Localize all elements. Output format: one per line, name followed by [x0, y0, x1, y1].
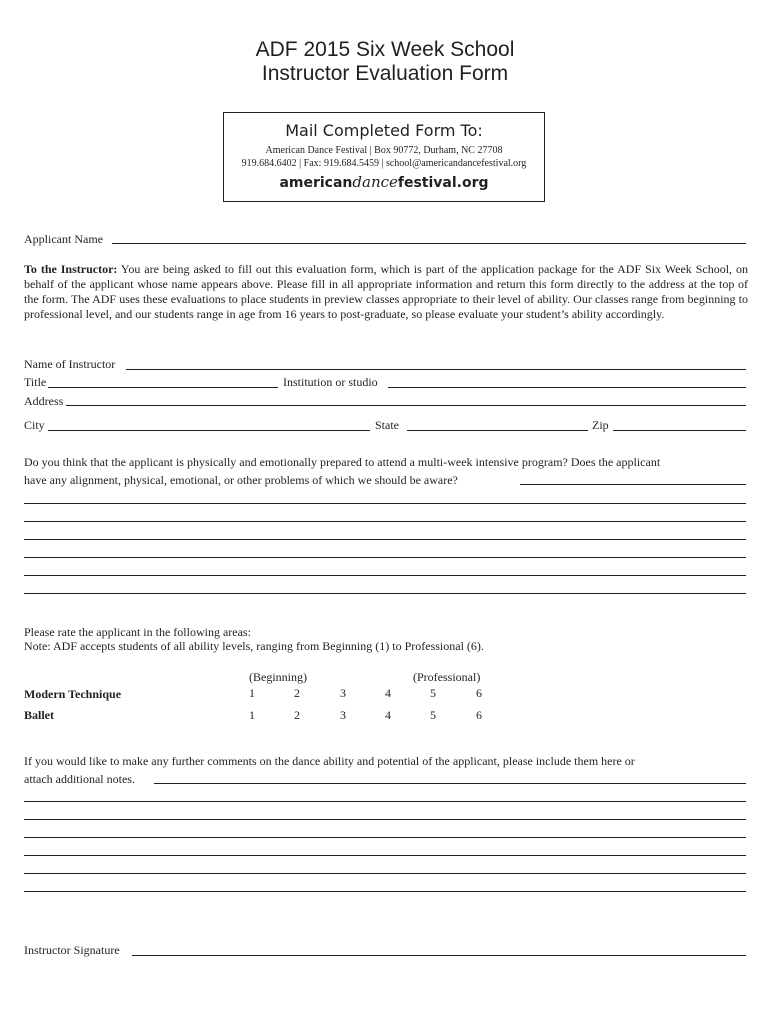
question1-answer-line[interactable] — [24, 521, 746, 522]
state-label: State — [375, 418, 399, 432]
rating-row-label: Ballet — [24, 708, 54, 722]
rating-option[interactable]: 1 — [249, 708, 255, 722]
applicant-name-label: Applicant Name — [24, 232, 103, 246]
comments-line1: If you would like to make any further comments on the dance ability and potential of the applicant, please include them here or — [24, 754, 635, 768]
rating-option[interactable]: 4 — [385, 686, 391, 700]
comments-answer-line[interactable] — [24, 801, 746, 802]
question1-answer-line[interactable] — [520, 484, 746, 485]
applicant-name-field[interactable] — [112, 243, 746, 244]
question1-line2: have any alignment, physical, emotional, or other problems of which we should be aware? — [24, 473, 458, 487]
question1-answer-line[interactable] — [24, 593, 746, 594]
rating-intro: Please rate the applicant in the following areas: — [24, 625, 251, 639]
question1-answer-line[interactable] — [24, 539, 746, 540]
city-label: City — [24, 418, 45, 432]
question1-answer-line[interactable] — [24, 503, 746, 504]
comments-answer-line[interactable] — [24, 891, 746, 892]
question1-answer-line[interactable] — [24, 575, 746, 576]
form-title-line2: Instructor Evaluation Form — [261, 62, 509, 85]
scale-high-label: (Professional) — [413, 670, 481, 684]
rating-option[interactable]: 5 — [430, 708, 436, 722]
rating-option[interactable]: 5 — [430, 686, 436, 700]
question1-answer-line[interactable] — [24, 557, 746, 558]
signature-label: Instructor Signature — [24, 943, 120, 957]
form-title-line1: ADF 2015 Six Week School — [255, 38, 515, 61]
comments-answer-line[interactable] — [24, 837, 746, 838]
address-field[interactable] — [66, 405, 746, 406]
rating-option[interactable]: 2 — [294, 686, 300, 700]
rating-row-label: Modern Technique — [24, 687, 122, 701]
title-field[interactable] — [48, 387, 278, 388]
mail-address: American Dance Festival | Box 90772, Durham, NC 27708 — [265, 145, 503, 156]
rating-option[interactable]: 3 — [340, 686, 346, 700]
rating-option[interactable]: 3 — [340, 708, 346, 722]
comments-answer-line[interactable] — [24, 855, 746, 856]
comments-line2: attach additional notes. — [24, 772, 135, 786]
mail-to-box — [223, 112, 545, 202]
institution-field[interactable] — [388, 387, 746, 388]
title-label: Title — [24, 375, 47, 389]
rating-option[interactable]: 1 — [249, 686, 255, 700]
institution-label: Institution or studio — [283, 375, 378, 389]
instructions-paragraph: To the Instructor: You are being asked to fill out this evaluation form, which is part of the application package for the ADF Six Week School, on behalf of the applicant whose name appears above. Please fill in all appropriate information and return this form directly to the address at the top of the form. The ADF uses these evaluations to place students in preview classes appropriate to their level of ability. Our classes range from beginning to professional level, and our students range in age from 16 years to post-graduate, so please evaluate your student’s ability accordingly. — [24, 262, 748, 321]
rating-option[interactable]: 4 — [385, 708, 391, 722]
city-field[interactable] — [48, 430, 370, 431]
question1-line1: Do you think that the applicant is physically and emotionally prepared to attend a multi-week intensive program? Does the applicant — [24, 455, 661, 469]
rating-option[interactable]: 6 — [476, 686, 482, 700]
signature-field[interactable] — [132, 955, 746, 956]
scale-low-label: (Beginning) — [249, 670, 307, 684]
instructor-name-label: Name of Instructor — [24, 357, 116, 371]
rating-option[interactable]: 2 — [294, 708, 300, 722]
instructor-name-field[interactable] — [126, 369, 746, 370]
mail-contact: 919.684.6402 | Fax: 919.684.5459 | school@americandancefestival.org — [241, 158, 527, 169]
address-label: Address — [24, 394, 64, 408]
comments-answer-line[interactable] — [24, 873, 746, 874]
comments-answer-line[interactable] — [154, 783, 746, 784]
state-field[interactable] — [407, 430, 588, 431]
zip-label: Zip — [592, 418, 609, 432]
zip-field[interactable] — [613, 430, 746, 431]
comments-answer-line[interactable] — [24, 819, 746, 820]
rating-note: Note: ADF accepts students of all ability levels, ranging from Beginning (1) to Professional (6). — [24, 639, 484, 653]
rating-option[interactable]: 6 — [476, 708, 482, 722]
mail-heading: Mail Completed Form To: — [285, 121, 483, 140]
adf-logo: americandancefestival.org — [279, 173, 489, 191]
